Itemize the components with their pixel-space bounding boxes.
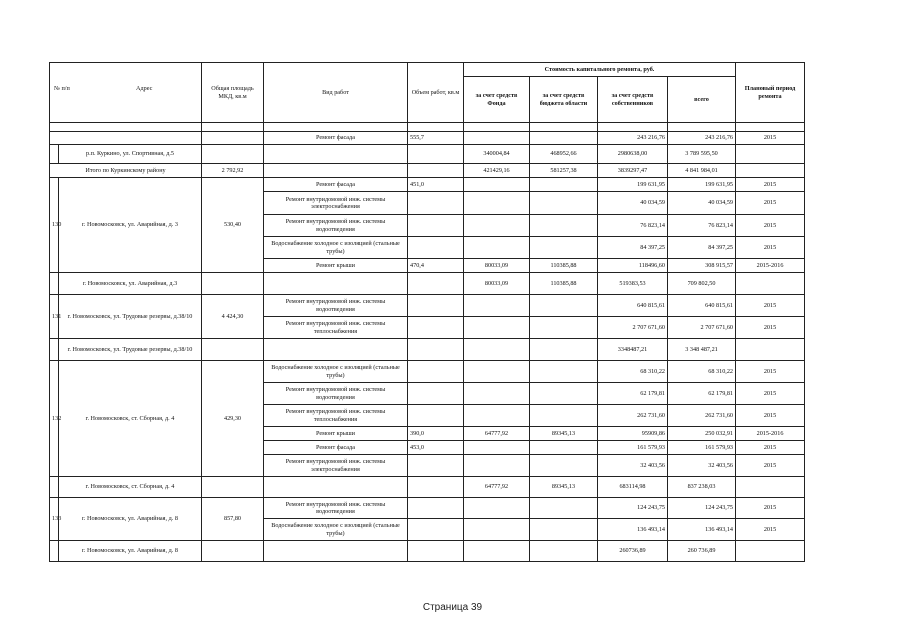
total-cell: 250 032,91 (668, 427, 736, 441)
header-period: Плановый период ремонта (736, 63, 805, 123)
volume-cell (408, 361, 464, 383)
work-type-cell: Ремонт внутридомовой инж. системы теплоснабжения (264, 405, 408, 427)
total-cell: 76 823,14 (668, 215, 736, 237)
work-type-cell: Ремонт фасада (264, 441, 408, 455)
table-row (50, 178, 805, 192)
address-subtotal-row (50, 541, 805, 562)
owners-cell: 519383,53 (598, 273, 668, 295)
owners-cell: 32 403,56 (598, 455, 668, 477)
fund-cell (464, 441, 530, 455)
work-type-cell: Ремонт фасада (264, 132, 408, 145)
header-address: Адрес (136, 85, 153, 92)
owners-cell: 118496,60 (598, 259, 668, 273)
work-type-cell: Ремонт внутридомовой инж. системы теплоснабжения (264, 317, 408, 339)
total-cell: 262 731,60 (668, 405, 736, 427)
row-number-cell: 133 (50, 498, 59, 541)
owners-cell: 124 243,75 (598, 498, 668, 519)
table-row (50, 132, 805, 145)
period-cell: 2015 (736, 295, 805, 317)
budget-cell: 468952,66 (530, 145, 598, 164)
volume-cell (408, 455, 464, 477)
header-work-type: Вид работ (264, 63, 408, 123)
fund-cell (464, 383, 530, 405)
budget-cell (530, 383, 598, 405)
work-type-cell: Водоснабжение холодное с изоляцией (стальные трубы) (264, 361, 408, 383)
owners-cell: 640 815,61 (598, 295, 668, 317)
address-cell: г. Новомосковск, ул. Аварийная, д. 8 (59, 498, 202, 541)
address-subtotal-cell: р.п. Куркино, ул. Спортивная, д.5 (59, 145, 202, 164)
fund-cell (464, 178, 530, 192)
volume-cell (408, 237, 464, 259)
total-cell: 136 493,14 (668, 519, 736, 541)
budget-cell (530, 178, 598, 192)
total-cell: 3 789 595,50 (668, 145, 736, 164)
repair-cost-table (49, 62, 805, 562)
work-type-cell: Водоснабжение холодное с изоляцией (стальные трубы) (264, 519, 408, 541)
owners-cell: 3839297,47 (598, 164, 668, 178)
budget-cell (530, 455, 598, 477)
owners-cell: 262 731,60 (598, 405, 668, 427)
header-area: Общая площадь МКД, кв.м (202, 63, 264, 123)
total-cell: 640 815,61 (668, 295, 736, 317)
address-subtotal-row (50, 273, 805, 295)
total-cell: 84 397,25 (668, 237, 736, 259)
period-cell: 2015-2016 (736, 427, 805, 441)
address-subtotal-cell: г. Новомосковск, ст. Сборная, д. 4 (59, 477, 202, 498)
row-number-cell: 130 (50, 178, 59, 273)
total-cell: 837 238,03 (668, 477, 736, 498)
period-cell: 2015 (736, 361, 805, 383)
work-type-cell: Ремонт внутридомовой инж. системы электроснабжения (264, 192, 408, 215)
fund-cell: 64777,92 (464, 477, 530, 498)
budget-cell (530, 441, 598, 455)
district-total-label: Итого по Куркинскому району (50, 164, 202, 178)
fund-cell: 340004,84 (464, 145, 530, 164)
address-subtotal-row (50, 339, 805, 361)
header-cost-group: Стоимость капитального ремонта, руб. (464, 63, 736, 77)
volume-cell (408, 405, 464, 427)
budget-cell: 89345,13 (530, 427, 598, 441)
owners-cell: 136 493,14 (598, 519, 668, 541)
period-cell: 2015 (736, 441, 805, 455)
owners-cell: 3348487,21 (598, 339, 668, 361)
address-subtotal-cell: г. Новомосковск, ул. Аварийная, д.3 (59, 273, 202, 295)
total-cell: 709 802,50 (668, 273, 736, 295)
period-cell: 2015 (736, 383, 805, 405)
row-number-cell: 131 (50, 295, 59, 339)
address-subtotal-row (50, 477, 805, 498)
period-cell: 2015-2016 (736, 259, 805, 273)
fund-cell (464, 192, 530, 215)
table-row (50, 145, 805, 164)
budget-cell (530, 405, 598, 427)
owners-cell: 199 631,95 (598, 178, 668, 192)
address-cell: г. Новомосковск, ул. Аварийная, д. 3 (59, 178, 202, 273)
table-row (50, 123, 805, 132)
fund-cell: 421429,16 (464, 164, 530, 178)
volume-cell: 453,0 (408, 441, 464, 455)
total-cell: 68 310,22 (668, 361, 736, 383)
owners-cell: 76 823,14 (598, 215, 668, 237)
volume-cell (408, 192, 464, 215)
total-cell: 161 579,93 (668, 441, 736, 455)
header-volume: Объем работ, кв.м (408, 63, 464, 123)
area-cell: 4 424,30 (202, 295, 264, 339)
fund-cell (464, 215, 530, 237)
district-total-row (50, 164, 805, 178)
total-cell: 62 179,81 (668, 383, 736, 405)
work-type-cell: Ремонт крыши (264, 427, 408, 441)
owners-cell: 683114,98 (598, 477, 668, 498)
header-total: всего (668, 77, 736, 123)
total-cell: 124 243,75 (668, 498, 736, 519)
period-cell: 2015 (736, 237, 805, 259)
budget-cell (530, 237, 598, 259)
budget-cell: 89345,13 (530, 477, 598, 498)
total-cell: 3 348 487,21 (668, 339, 736, 361)
volume-cell: 470,4 (408, 259, 464, 273)
total-cell: 308 915,57 (668, 259, 736, 273)
area-cell: 857,80 (202, 498, 264, 541)
header-fund: за счет средств Фонда (464, 77, 530, 123)
fund-cell (464, 361, 530, 383)
work-type-cell: Ремонт крыши (264, 259, 408, 273)
owners-cell: 68 310,22 (598, 361, 668, 383)
budget-cell: 110385,88 (530, 259, 598, 273)
total-cell: 40 034,59 (668, 192, 736, 215)
total-cell: 4 841 984,01 (668, 164, 736, 178)
period-cell: 2015 (736, 132, 805, 145)
address-subtotal-cell: г. Новомосковск, ул. Аварийная, д. 8 (59, 541, 202, 562)
period-cell: 2015 (736, 455, 805, 477)
period-cell: 2015 (736, 192, 805, 215)
period-cell: 2015 (736, 405, 805, 427)
header-num: № п/п (54, 85, 70, 92)
total-cell: 199 631,95 (668, 178, 736, 192)
page-number: Страница 39 (422, 602, 483, 613)
budget-cell (530, 361, 598, 383)
work-type-cell: Ремонт внутридомовой инж. системы водоотведения (264, 383, 408, 405)
volume-cell: 451,0 (408, 178, 464, 192)
fund-cell: 80033,09 (464, 259, 530, 273)
table-row (50, 361, 805, 383)
period-cell: 2015 (736, 317, 805, 339)
fund-cell: 80033,09 (464, 273, 530, 295)
period-cell: 2015 (736, 498, 805, 519)
fund-cell: 64777,92 (464, 427, 530, 441)
owners-cell: 161 579,93 (598, 441, 668, 455)
owners-cell: 62 179,81 (598, 383, 668, 405)
owners-cell: 2 707 671,60 (598, 317, 668, 339)
volume-cell: 555,7 (408, 132, 464, 145)
total-cell: 243 216,76 (668, 132, 736, 145)
owners-cell: 40 034,59 (598, 192, 668, 215)
work-type-cell: Ремонт внутридомовой инж. системы водоотведения (264, 295, 408, 317)
volume-cell: 390,0 (408, 427, 464, 441)
table-row (50, 498, 805, 519)
address-cell: г. Новомосковск, ул. Трудовые резервы, д.38/10 (59, 295, 202, 339)
volume-cell (408, 383, 464, 405)
owners-cell: 95909,86 (598, 427, 668, 441)
period-cell: 2015 (736, 215, 805, 237)
period-cell: 2015 (736, 519, 805, 541)
address-subtotal-cell: г. Новомосковск, ул. Трудовые резервы, д.38/10 (59, 339, 202, 361)
work-type-cell: Ремонт внутридомовой инж. системы электроснабжения (264, 455, 408, 477)
budget-cell (530, 215, 598, 237)
work-type-cell: Ремонт внутридомовой инж. системы водоотведения (264, 215, 408, 237)
table-header-row (50, 63, 805, 77)
address-cell: г. Новомосковск, ст. Сборная, д. 4 (59, 361, 202, 477)
owners-cell: 243 216,76 (598, 132, 668, 145)
table-row (50, 295, 805, 317)
fund-cell (464, 455, 530, 477)
owners-cell: 2980638,00 (598, 145, 668, 164)
budget-cell (530, 192, 598, 215)
row-number-cell: 132 (50, 361, 59, 477)
total-cell: 2 707 671,60 (668, 317, 736, 339)
total-cell: 260 736,89 (668, 541, 736, 562)
header-cell (50, 63, 202, 123)
period-cell: 2015 (736, 178, 805, 192)
budget-cell: 110385,88 (530, 273, 598, 295)
area-cell: 2 792,92 (202, 164, 264, 178)
total-cell: 32 403,56 (668, 455, 736, 477)
area-cell: 429,30 (202, 361, 264, 477)
fund-cell (464, 405, 530, 427)
work-type-cell: Водоснабжение холодное с изоляцией (стальные трубы) (264, 237, 408, 259)
work-type-cell: Ремонт внутридомовой инж. системы водоотведения (264, 498, 408, 519)
header-budget: за счет средств бюджета области (530, 77, 598, 123)
area-cell: 530,40 (202, 178, 264, 273)
fund-cell (464, 237, 530, 259)
owners-cell: 84 397,25 (598, 237, 668, 259)
budget-cell: 581257,38 (530, 164, 598, 178)
volume-cell (408, 215, 464, 237)
owners-cell: 260736,89 (598, 541, 668, 562)
work-type-cell: Ремонт фасада (264, 178, 408, 192)
header-owners: за счет средств собственников (598, 77, 668, 123)
